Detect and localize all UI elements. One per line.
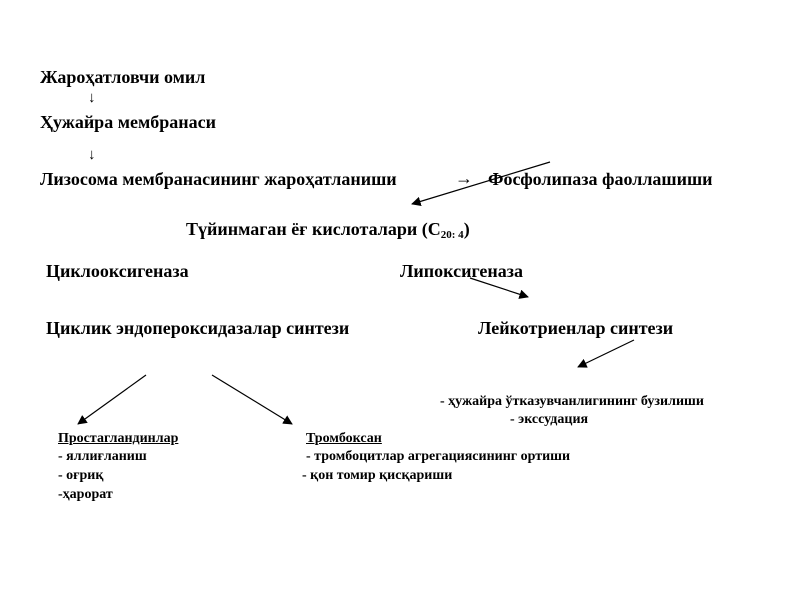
arrow-leukotrienes-to-effects bbox=[578, 340, 634, 367]
cyclic-endoperoxides-label: Циклик эндопероксидазалар синтези bbox=[46, 318, 350, 338]
fatty-acids-close: ) bbox=[463, 219, 470, 239]
prostaglandins-effect-fever: -ҳарорат bbox=[58, 487, 113, 502]
arrow-endoperoxides-to-prostaglandins bbox=[78, 375, 146, 424]
thromboxane-effect-aggregation: - тромбоцитлар агрегациясининг ортиши bbox=[306, 449, 571, 464]
arrow-phospholipase-to-fatty-acids bbox=[412, 162, 550, 204]
injury-factor-label: Жароҳатловчи омил bbox=[40, 67, 206, 87]
arrow-lipoxygenase-to-leukotrienes bbox=[470, 278, 528, 297]
cyclooxygenase-label: Циклооксигеназа bbox=[46, 261, 189, 281]
thromboxane-effect-vasoconstriction: - қон томир қисқариши bbox=[302, 468, 453, 483]
lipoxygenase-label: Липоксигеназа bbox=[400, 261, 523, 281]
leukotriene-effect-permeability: - ҳужайра ўтказувчанлигининг бузилиши bbox=[440, 394, 704, 409]
arrow-endoperoxides-to-thromboxane bbox=[212, 375, 292, 424]
phospholipase-activation-label: Фосфолипаза фаоллашиши bbox=[488, 169, 713, 189]
prostaglandins-effect-inflammation: - яллиғланиш bbox=[58, 449, 147, 464]
lysosome-damage-label: Лизосома мембранасининг жароҳатланиши bbox=[40, 169, 397, 189]
prostaglandins-title: Простагландинлар bbox=[58, 431, 179, 446]
thromboxane-title: Тромбоксан bbox=[306, 431, 382, 446]
fatty-acids-subscript: 20: 4 bbox=[440, 229, 464, 241]
leukotriene-effect-exudation: - экссудация bbox=[510, 412, 589, 427]
fatty-acids-text: Түйинмаган ёғ кислоталари (С bbox=[186, 219, 441, 239]
leukotrienes-label: Лейкотриенлар синтези bbox=[478, 318, 674, 338]
down-arrow-icon: ↓ bbox=[88, 90, 96, 106]
prostaglandins-effect-pain: - оғриқ bbox=[58, 468, 104, 483]
cell-membrane-label: Ҳужайра мембранаси bbox=[40, 112, 216, 132]
right-arrow-icon: → bbox=[455, 168, 473, 188]
down-arrow-icon: ↓ bbox=[88, 147, 96, 163]
